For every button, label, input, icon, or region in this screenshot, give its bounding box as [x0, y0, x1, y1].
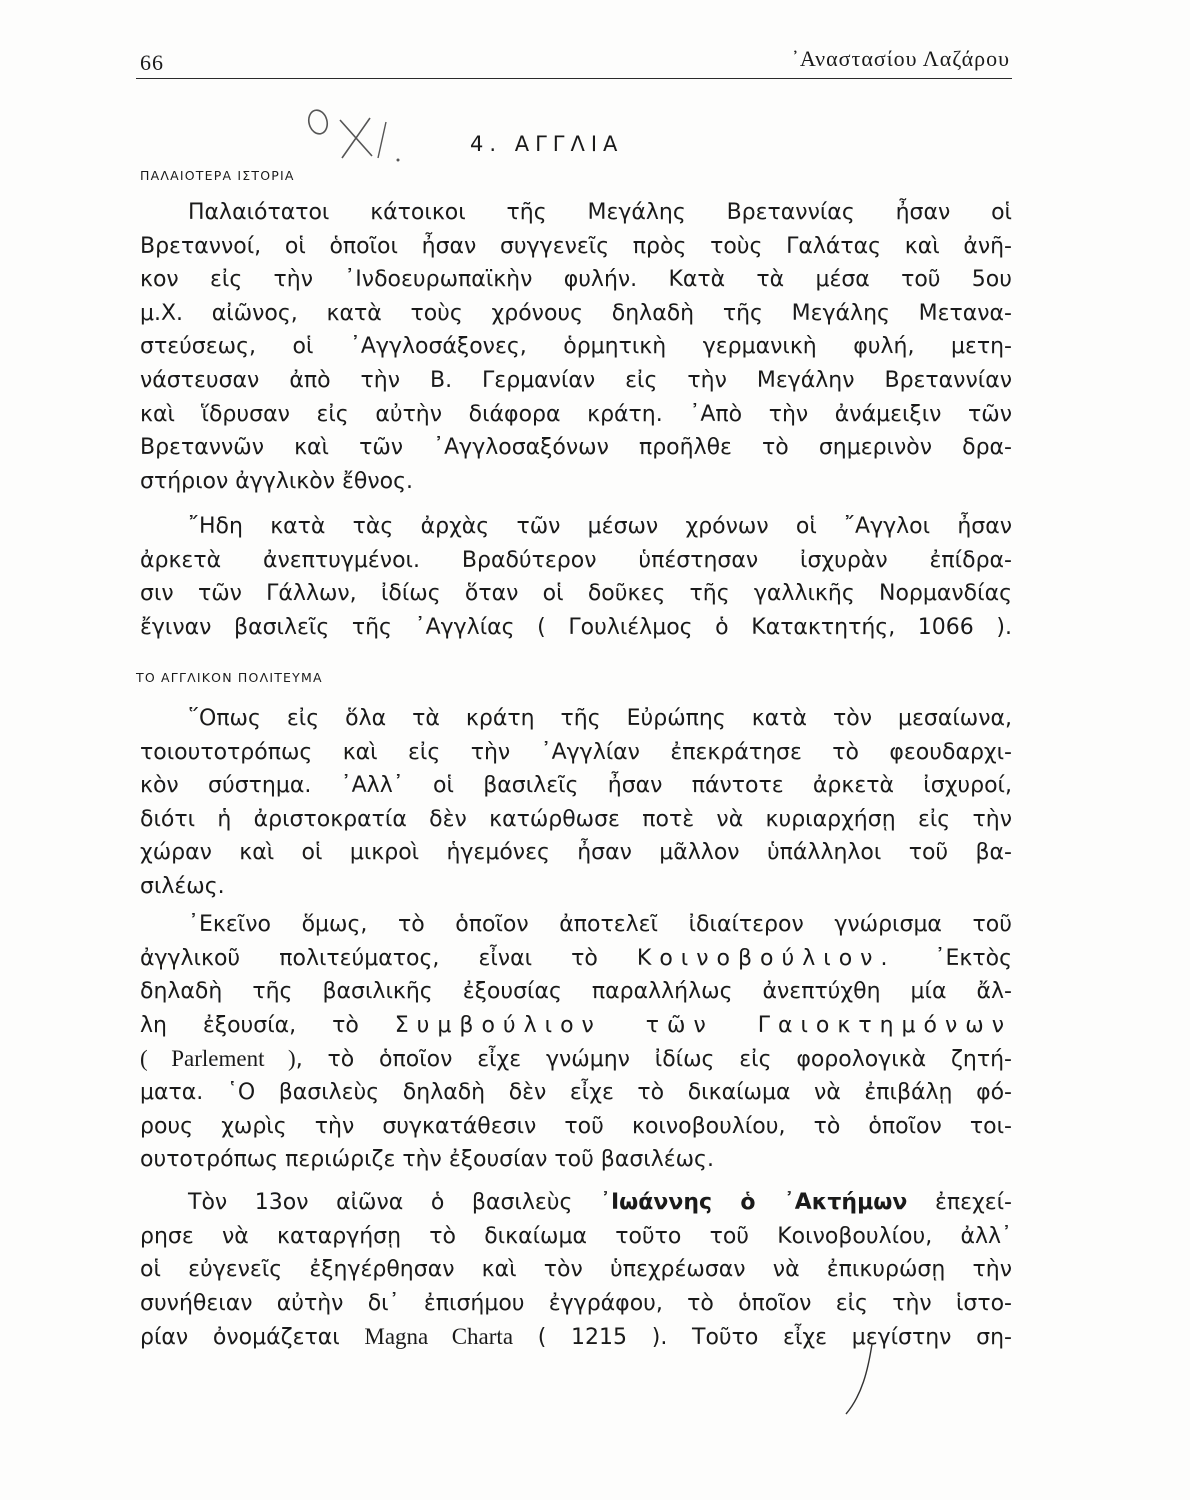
- latin-term-parlement: ( Parlement ): [140, 1046, 296, 1072]
- text-line: Βρεταννῶν καὶ τῶν ᾿Αγγλοσαξόνων προῆλθε τὸ σημερινὸν δρα-: [140, 435, 1012, 461]
- text-segment: , τὸ ὁποῖον εἶχε γνώμην ἰδίως εἰς φορολογικὰ ζητή-: [295, 1047, 1012, 1073]
- page-number: 66: [140, 50, 164, 75]
- text-segment: ρίαν ὀνομάζεται: [140, 1325, 340, 1351]
- text-segment: ᾿Εκτὸς: [934, 945, 1013, 971]
- text-line: κὸν σύστημα. ᾿Αλλ᾿ οἱ βασιλεῖς ἦσαν πάντοτε ἀρκετὰ ἰσχυροί,: [140, 773, 1012, 799]
- text-line: ουτοτρόπως περιώριζε τὴν ἐξουσίαν τοῦ βασιλέως.: [140, 1147, 714, 1173]
- text-segment: λη ἐξουσία, τὸ: [140, 1012, 359, 1038]
- text-line: χώραν καὶ οἱ μικροὶ ἡγεμόνες ἦσαν μᾶλλον ὑπάλληλοι τοῦ βα-: [140, 840, 1012, 866]
- header-rule: [136, 78, 1012, 79]
- text-line: ρους χωρὶς τὴν συγκατάθεσιν τοῦ κοινοβουλίου, τὸ ὁποῖον τοι-: [140, 1113, 1012, 1139]
- text-line: [140, 1009, 1012, 1043]
- text-line: διότι ἡ ἀριστοκρατία δὲν κατώρθωσε ποτὲ νὰ κυριαρχήσῃ εἰς τὴν: [140, 806, 1012, 832]
- paragraph-1: [140, 196, 1012, 498]
- text-line: [140, 942, 1012, 976]
- text-line: σιλέως.: [140, 873, 225, 899]
- text-line: ματα. ῾Ο βασιλεὺς δηλαδὴ δὲν εἶχε τὸ δικαίωμα νὰ ἐπιβάλῃ φό-: [140, 1079, 1012, 1105]
- text-line: μ.Χ. αἰῶνος, κατὰ τοὺς χρόνους δηλαδὴ τῆς Μεγάλης Μετανα-: [140, 300, 1012, 326]
- emphasized-term-council: Συμβούλιον τῶν Γαιοκτημόνων: [394, 1012, 1012, 1038]
- chapter-title: 4. ΑΓΓΛΙΑ: [470, 132, 624, 156]
- text-line: σιν τῶν Γάλλων, ἰδίως ὅταν οἱ δοῦκες τῆς γαλλικῆς Νορμανδίας: [140, 581, 1012, 607]
- text-line: Βρεταννοί, οἱ ὁποῖοι ἦσαν συγγενεῖς πρὸς τοὺς Γαλάτας καὶ ἀνῆ-: [140, 233, 1012, 259]
- text-line: Παλαιότατοι κάτοικοι τῆς Μεγάλης Βρεταννίας ἦσαν οἱ: [188, 200, 1012, 225]
- section-heading-english-constitution: ΤΟ ΑΓΓΛΙΚΟΝ ΠΟΛΙΤΕΥΜΑ: [136, 670, 323, 685]
- section-heading-earlier-history: ΠΑΛΑΙΟΤΕΡΑ ΙΣΤΟΡΙΑ: [140, 168, 295, 183]
- text-line: [140, 1186, 1012, 1220]
- text-line: κον εἰς τὴν ᾿Ινδοευρωπαϊκὴν φυλήν. Κατὰ τὰ μέσα τοῦ 5ου: [140, 267, 1012, 293]
- text-line: νάστευσαν ἀπὸ τὴν Β. Γερμανίαν εἰς τὴν Μεγάλην Βρεταννίαν: [140, 367, 1012, 393]
- text-line: ἔγιναν βασιλεῖς τῆς ᾿Αγγλίας ( Γουλιέλμος ὁ Κατακτητής, 1066 ).: [140, 614, 1012, 640]
- handwritten-mark-icon: [300, 100, 410, 170]
- text-line: καὶ ἵδρυσαν εἰς αὐτὴν διάφορα κράτη. ᾿Απὸ τὴν ἀνάμειξιν τῶν: [140, 401, 1012, 427]
- text-segment: ( 1215 ). Τοῦτο εἶχε μεγίστην ση-: [537, 1325, 1012, 1351]
- text-line: ῎Ηδη κατὰ τὰς ἀρχὰς τῶν μέσων χρόνων οἱ ῎Αγγλοι ἦσαν: [188, 514, 1012, 539]
- text-segment: ἐπεχεί-: [934, 1190, 1012, 1215]
- text-line: ῞Οπως εἰς ὅλα τὰ κράτη τῆς Εὐρώπης κατὰ τὸν μεσαίωνα,: [188, 706, 1012, 731]
- text-line: οἱ εὐγενεῖς ἐξηγέρθησαν καὶ τὸν ὑπεχρέωσαν νὰ ἐπικυρώσῃ τὴν: [140, 1257, 1012, 1283]
- text-line: στεύσεως, οἱ ᾿Αγγλοσάξονες, ὁρμητικὴ γερμανικὴ φυλή, μετη-: [140, 334, 1012, 360]
- paragraph-4: [140, 908, 1012, 1177]
- text-line: τοιουτοτρόπως καὶ εἰς τὴν ᾿Αγγλίαν ἐπεκράτησε τὸ φεουδαρχι-: [140, 739, 1012, 765]
- text-line: δηλαδὴ τῆς βασιλικῆς ἐξουσίας παραλλήλως ἀνεπτύχθη μία ἄλ-: [140, 979, 1012, 1005]
- text-segment: ἀγγλικοῦ πολιτεύματος, εἶναι τὸ: [140, 945, 598, 971]
- paragraph-2: [140, 510, 1012, 644]
- latin-term-magna-charta: Magna Charta: [364, 1324, 514, 1350]
- text-segment: Τὸν 13ον αἰῶνα ὁ βασιλεὺς: [188, 1190, 573, 1215]
- text-line: ἀρκετὰ ἀνεπτυγμένοι. Βραδύτερον ὑπέστησαν ἰσχυρὰν ἐπίδρα-: [140, 547, 1012, 573]
- emphasized-term-parliament: Κοινοβούλιον.: [636, 945, 896, 971]
- paragraph-5: [140, 1186, 1012, 1354]
- text-line: συνήθειαν αὐτὴν δι᾿ ἐπισήμου ἐγγράφου, τὸ ὁποῖον εἰς τὴν ἱστο-: [140, 1290, 1012, 1316]
- text-line: [140, 1320, 1012, 1354]
- pencil-stroke-icon: [840, 1340, 880, 1420]
- emphasized-name-john-lackland: ᾿Ιωάννης ὁ ᾿Ακτήμων: [600, 1190, 908, 1215]
- paragraph-3: [140, 702, 1012, 904]
- text-line: στήριον ἀγγλικὸν ἔθνος.: [140, 468, 414, 494]
- running-head: ᾿Αναστασίου Λαζάρου: [791, 46, 1010, 71]
- text-line: [140, 1042, 1012, 1076]
- text-line: ρησε νὰ καταργήσῃ τὸ δικαίωμα τοῦτο τοῦ Κοινοβουλίου, ἀλλ᾿: [140, 1223, 1012, 1249]
- text-line: ᾿Εκεῖνο ὅμως, τὸ ὁποῖον ἀποτελεῖ ἰδιαίτερον γνώρισμα τοῦ: [188, 912, 1012, 937]
